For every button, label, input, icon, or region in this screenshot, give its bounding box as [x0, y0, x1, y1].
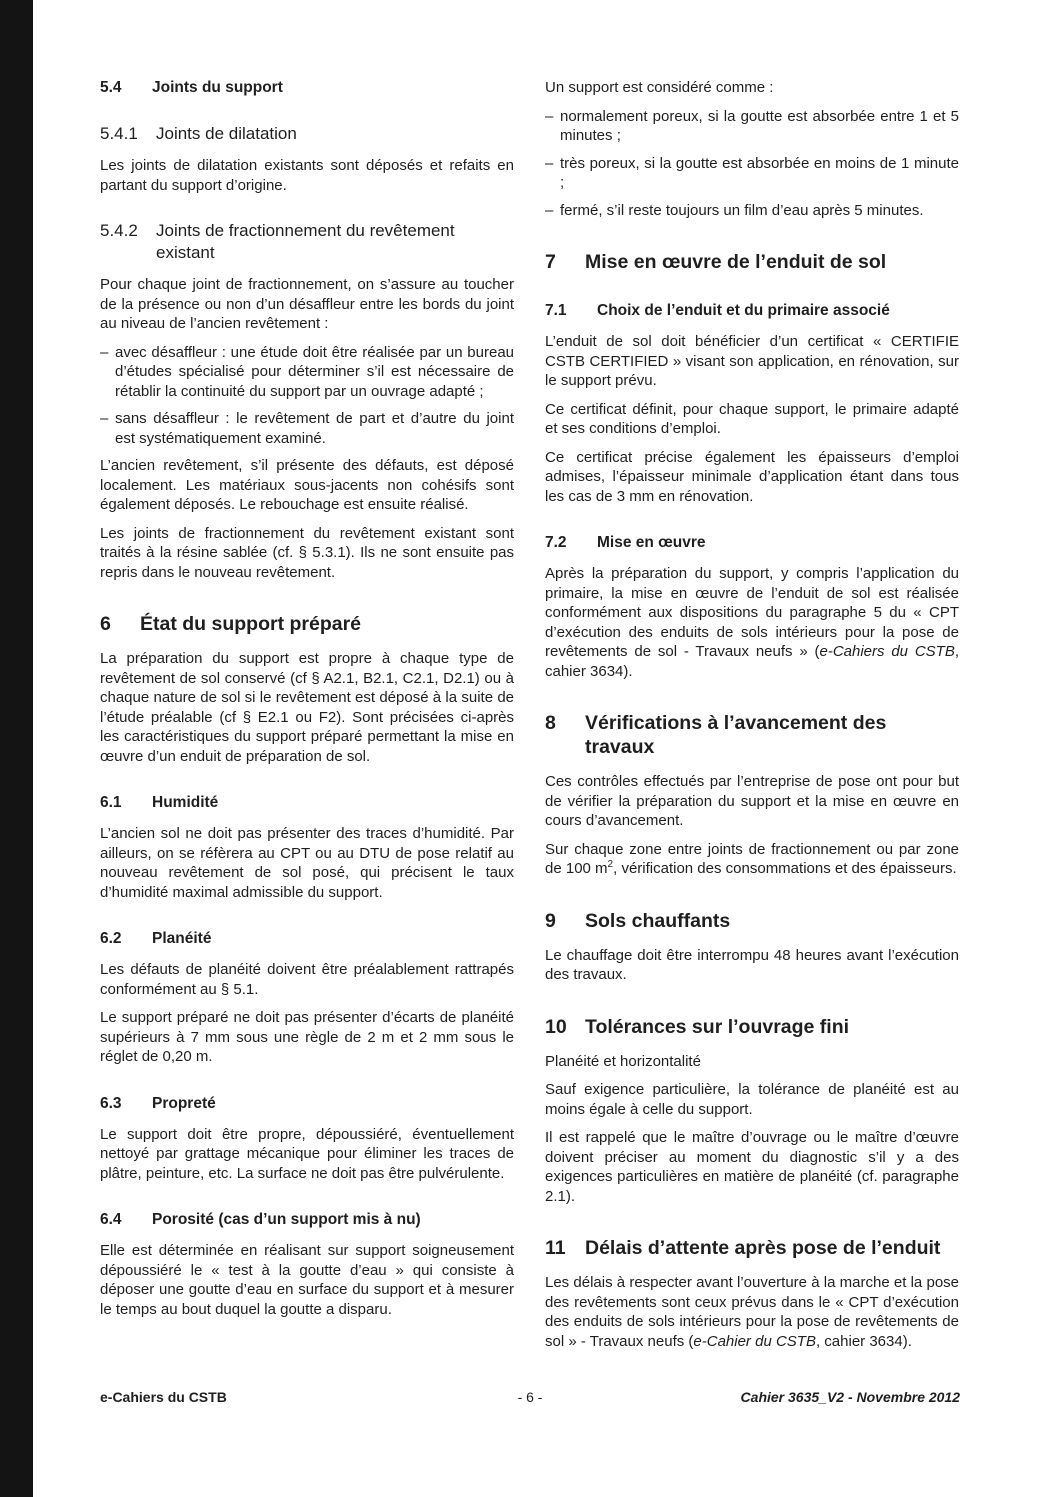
heading-title: Joints de dilatation: [156, 124, 297, 143]
heading-6: [100, 612, 514, 636]
heading-title: Joints du support: [152, 79, 283, 96]
paragraph: Planéité et horizontalité: [545, 1052, 701, 1070]
paragraph: Ces contrôles effectués par l’entreprise de pose ont pour but de vérifier la préparation du support et la mise en œuvre en cours d’avancement.: [545, 773, 959, 829]
paragraph: Les joints de fractionnement du revêtement existant sont traités à la résine sablée (cf. § 5.3.1). Ils ne sont ensuite pas repris dans le nouveau revêtement.: [100, 524, 514, 581]
paragraph: Le support préparé ne doit pas présenter d’écarts de planéité supérieurs à 7 mm sous une règle de 2 m et 2 mm sous le réglet de 0,20 m.: [100, 1009, 514, 1065]
list-item-text: sans désaffleur : le revêtement de part et d’autre du joint est systématiquement examiné.: [115, 410, 514, 447]
heading-title: Choix de l’enduit et du primaire associé: [597, 302, 890, 319]
paragraph: Elle est déterminée en réalisant sur support soigneusement dépoussiéré le « test à la goutte d’eau » qui consiste à déposer une goutte d’eau en surface du support et à mesurer le temps au bout duquel la goutte a disparu.: [100, 1242, 514, 1318]
paragraph: Le chauffage doit être interrompu 48 heures avant l’exécution des travaux.: [545, 946, 959, 983]
heading-7: [545, 250, 959, 274]
left-column: [100, 78, 514, 1360]
list-item-text: avec désaffleur : une étude doit être réalisée par un bureau d’études spécialisé pour déterminer s’il est nécessaire de rétablir la continuité du support par un ouvrage adapté ;: [115, 343, 514, 400]
paragraph: Sauf exigence particulière, la tolérance de planéité est au moins égale à celle du support.: [545, 1081, 959, 1118]
heading-8: [545, 711, 959, 759]
left-edge-bar: [0, 0, 33, 1497]
list-item: [545, 107, 959, 146]
paragraph: Les défauts de planéité doivent être préalablement rattrapés conformément au § 5.1.: [100, 961, 514, 998]
heading-title: Tolérances sur l’ouvrage fini: [585, 1015, 850, 1038]
heading-title: État du support préparé: [140, 613, 362, 635]
heading-number: 9: [545, 909, 556, 932]
page-content: [100, 78, 960, 1360]
list-item-text: fermé, s’il reste toujours un film d’eau après 5 minutes.: [560, 201, 924, 219]
heading-title: Propreté: [152, 1094, 216, 1112]
heading-number: 6: [100, 613, 111, 635]
heading-5-4-2: [100, 220, 514, 264]
list-item: [545, 201, 959, 221]
heading-title: Mise en œuvre: [597, 534, 706, 551]
paragraph: Les joints de dilatation existants sont déposés et refaits en partant du support d’origine.: [100, 157, 514, 194]
heading-number: 6.2: [100, 930, 122, 947]
paragraph: L’ancien sol ne doit pas présenter des traces d’humidité. Par ailleurs, on se réfèrera au CPT ou au DTU de pose relatif au nouveau revêtement de sol posé, qui précisent le taux d’humidité maximal admissible du support.: [100, 825, 514, 901]
dash-marker: –: [545, 154, 554, 172]
heading-5-4-1: [100, 123, 514, 145]
heading-9: [545, 909, 959, 933]
heading-number: 7.2: [545, 534, 567, 551]
heading-number: 7: [545, 251, 556, 273]
heading-number: 6.4: [100, 1211, 122, 1228]
heading-number: 10: [545, 1015, 567, 1038]
dash-marker: –: [100, 343, 109, 361]
heading-10: [545, 1015, 959, 1039]
paragraph: Il est rappelé que le maître d’ouvrage ou le maître d’œuvre doivent préciser au moment du diagnostic s’il y a des exigences particulières en matière de planéité (cf. paragraphe 2.1).: [545, 1129, 959, 1205]
heading-6-2: [100, 929, 514, 949]
paragraph: Sur chaque zone entre joints de fractionnement ou par zone de 100 $m^2$, vérification des consommations et des épaisseurs.: [545, 840, 959, 877]
footer-cahier-ref: Cahier 3635_V2 - Novembre 2012: [740, 1389, 961, 1405]
paragraph: Le support doit être propre, dépoussiéré, éventuellement nettoyé par grattage mécanique pour éliminer les traces de plâtre, peinture, etc. La surface ne doit pas être pulvérulente.: [100, 1125, 514, 1182]
heading-number: 5.4.2: [100, 221, 138, 240]
heading-6-1: [100, 793, 514, 813]
heading-title: Porosité (cas d’un support mis à nu): [152, 1211, 421, 1228]
heading-5-4: [100, 78, 514, 98]
list-item-text: normalement poreux, si la goutte est absorbée entre 1 et 5 minutes ;: [560, 107, 959, 144]
heading-number: 6.1: [100, 794, 122, 811]
page-number: - 6 -: [517, 1389, 543, 1405]
paragraph: Ce certificat définit, pour chaque support, le primaire adapté et ses conditions d’emploi.: [545, 400, 959, 437]
heading-title: Délais d’attente après pose de l’enduit: [585, 1237, 941, 1259]
footer-doc-name: e-Cahiers du CSTB: [100, 1389, 227, 1405]
dash-marker: –: [545, 201, 554, 219]
heading-number: 8: [545, 712, 556, 734]
paragraph: Pour chaque joint de fractionnement, on s’assure au toucher de la présence ou non d’un désaffleur entre les bords du joint au niveau de l’ancien revêtement :: [100, 276, 514, 332]
heading-title: Vérifications à l’avancement des travaux: [585, 712, 887, 758]
paragraph: L’ancien revêtement, s’il présente des défauts, est déposé localement. Les matériaux sous-jacents non cohésifs sont également déposés. Le rebouchage est ensuite réalisé.: [100, 457, 514, 513]
paragraph: La préparation du support est propre à chaque type de revêtement de sol conservé (cf § A2.1, B2.1, C2.1, D2.1) ou à chaque nature de sol si le revêtement est déposé à la suite de l’étude préalable (cf § E2.1 ou F2). Sont précisées ci-après les caractéristiques du support préparé permettant la mise en œuvre d’un enduit de préparation de sol.: [100, 650, 514, 765]
list-item: [100, 409, 514, 448]
heading-title: Mise en œuvre de l’enduit de sol: [585, 251, 887, 273]
heading-7-1: [545, 301, 959, 321]
heading-title: Planéité: [152, 930, 212, 947]
list-item: [545, 154, 959, 193]
page-footer: [100, 1389, 960, 1406]
heading-6-3: [100, 1094, 514, 1114]
paragraph: Après la préparation du support, y compris l’application du primaire, la mise en œuvre de l’enduit de sol est réalisée conformément aux dispositions du paragraphe 5 du « CPT d’exécution des enduits de sols intérieurs pour la pose de revêtements de sol - Travaux neufs » (e-Cahiers du CSTB, cahier 3634).: [545, 565, 959, 680]
heading-number: 11: [545, 1237, 566, 1259]
heading-number: 6.3: [100, 1094, 122, 1112]
right-column: [545, 78, 959, 1360]
list-item: [100, 343, 514, 402]
heading-title: Joints de fractionnement du revêtement existant: [156, 221, 455, 262]
paragraph: Ce certificat précise également les épaisseurs d’emploi admises, l’épaisseur minimale d’application étant dans tous les cas de 3 mm en rénovation.: [545, 448, 959, 505]
dash-marker: –: [545, 107, 554, 125]
dash-marker: –: [100, 410, 109, 427]
heading-7-2: [545, 533, 959, 553]
heading-11: [545, 1236, 959, 1260]
paragraph: Les délais à respecter avant l’ouverture à la marche et la pose des revêtements sont ceux prévus dans le « CPT d’exécution des enduits de sols intérieurs pour la pose de revêtements de sol » - Travaux neufs (e-Cahier du CSTB, cahier 3634).: [545, 1274, 959, 1350]
paragraph: L’enduit de sol doit bénéficier d’un certificat « CERTIFIE CSTB CERTIFIED » visant son application, en rénovation, sur le support prévu.: [545, 333, 959, 389]
heading-title: Humidité: [152, 794, 219, 811]
heading-number: 5.4: [100, 79, 122, 96]
heading-6-4: [100, 1210, 514, 1230]
paragraph: Un support est considéré comme :: [545, 79, 774, 96]
heading-number: 5.4.1: [100, 124, 138, 143]
heading-title: Sols chauffants: [585, 909, 731, 932]
heading-number: 7.1: [545, 302, 567, 319]
list-item-text: très poreux, si la goutte est absorbée en moins de 1 minute ;: [560, 154, 959, 191]
